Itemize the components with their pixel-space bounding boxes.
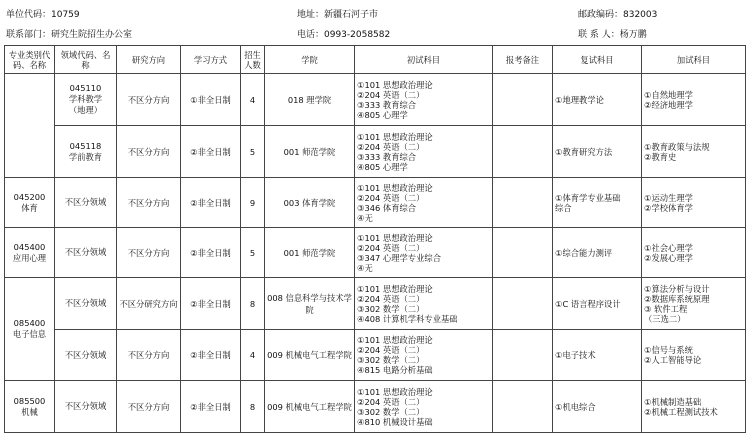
- category-text: 应用心理: [12, 252, 47, 263]
- study-mode-cell: ①非全日制: [181, 74, 241, 126]
- field-text: 045118: [69, 140, 102, 151]
- exam-subject: ①101 思想政治理论: [357, 182, 433, 193]
- college-cell: 003 体育学院: [265, 178, 355, 228]
- extra-subject: ①社会心理学: [644, 242, 693, 253]
- exam-subject: ③333 教育综合: [357, 151, 417, 162]
- retest-subjects-cell: [553, 330, 642, 381]
- extra-subject: ②人工智能导论: [644, 355, 702, 365]
- study-mode-cell: ②非全日制: [181, 126, 241, 178]
- contact-department: 联系部门：研究生院招生办公室: [6, 30, 133, 40]
- exam-subject: ③346 体育综合: [357, 202, 417, 213]
- study-mode-cell: ②非全日制: [181, 381, 241, 433]
- exam-subject: ③302 数学（二）: [357, 355, 425, 365]
- enrollment-count-cell: 4: [241, 74, 265, 126]
- field-cell: [55, 74, 117, 126]
- retest-subject: ①综合能力测评: [555, 247, 613, 258]
- category-cell: [5, 228, 55, 278]
- field-text: 不区分领域: [64, 247, 107, 257]
- extra-subjects-cell: [642, 126, 746, 178]
- exam-subject: ①101 思想政治理论: [357, 335, 433, 345]
- extra-subject: ②教育史: [644, 151, 677, 162]
- college-cell: 008 信息科学与技术学院: [265, 278, 355, 330]
- phone: 电话：0993-2058582: [297, 30, 391, 40]
- table-row: [5, 74, 746, 126]
- college-cell: 001 师范学院: [265, 126, 355, 178]
- exam-subject: ②204 英语（二）: [357, 345, 425, 355]
- col-header-extra: 加试科目: [642, 46, 746, 74]
- direction-cell: 不区分方向: [117, 74, 181, 126]
- exam-subject: ③302 数学（二）: [357, 303, 425, 314]
- field-cell: [55, 381, 117, 433]
- college-cell: 018 理学院: [265, 74, 355, 126]
- category-text: 体育: [21, 202, 38, 213]
- enrollment-count-cell: 8: [241, 278, 265, 330]
- retest-subjects-cell: [553, 228, 642, 278]
- extra-subjects-cell: [642, 278, 746, 330]
- col-header-field: 领域代码、名 称: [55, 46, 117, 74]
- exam-subject: ④815 电路分析基础: [357, 365, 433, 375]
- direction-cell: 不区分方向: [117, 330, 181, 381]
- category-cell: [5, 381, 55, 433]
- table-row: [5, 330, 746, 381]
- study-mode-cell: ②非全日制: [181, 228, 241, 278]
- field-text: 不区分领域: [64, 401, 107, 411]
- enrollment-count-cell: 9: [241, 178, 265, 228]
- study-mode-cell: ②非全日制: [181, 178, 241, 228]
- extra-subject: ①机械制造基础: [644, 396, 702, 407]
- extra-subject: ②经济地理学: [644, 99, 693, 110]
- extra-subjects-cell: [642, 330, 746, 381]
- extra-subject: ②机械工程测试技术: [644, 406, 718, 417]
- exam-subject: ①101 思想政治理论: [357, 79, 433, 90]
- retest-subjects-cell: [553, 381, 642, 433]
- extra-subjects-cell: [642, 381, 746, 433]
- field-text: 学科教学: [68, 94, 103, 104]
- exam-subject: ②204 英语（二）: [357, 242, 425, 253]
- exam-subjects-cell: [355, 330, 493, 381]
- admission-table: [4, 45, 746, 433]
- note-cell: [493, 228, 553, 278]
- enrollment-count-cell: 4: [241, 330, 265, 381]
- category-text: 085500: [13, 395, 46, 406]
- category-text: 045200: [13, 191, 46, 202]
- extra-subjects-cell: [642, 74, 746, 126]
- field-cell: [55, 278, 117, 330]
- exam-subject: ②204 英语（二）: [357, 293, 425, 304]
- exam-subject: ④810 机械设计基础: [357, 416, 433, 427]
- extra-subject: ③ 软件工程: [644, 303, 688, 314]
- extra-subject: ①教育政策与法规: [644, 141, 710, 152]
- retest-subject: ①机电综合: [555, 401, 596, 412]
- direction-cell: 不区分研究方向: [117, 278, 181, 330]
- extra-subject: ②数据库系统原理: [644, 293, 710, 304]
- contact-person: 联 系 人：杨万鹏: [578, 30, 647, 40]
- col-header-note: 报考备注: [493, 46, 553, 74]
- retest-subjects-cell: [553, 278, 642, 330]
- field-text: （地理）: [68, 105, 103, 115]
- retest-subject: ①电子技术: [555, 350, 596, 360]
- retest-subject: 综合: [555, 202, 572, 213]
- table-row: [5, 126, 746, 178]
- retest-subjects-cell: [553, 178, 642, 228]
- postcode: 邮政编码：832003: [578, 10, 658, 20]
- field-cell: [55, 178, 117, 228]
- field-text: 045110: [69, 83, 102, 93]
- retest-subject: ①教育研究方法: [555, 146, 613, 157]
- exam-subject: ①101 思想政治理论: [357, 131, 433, 142]
- field-text: 不区分领域: [64, 298, 107, 308]
- extra-subject: （三选二）: [644, 313, 686, 324]
- retest-subject: ①体育学专业基础: [555, 192, 621, 203]
- exam-subject: ②204 英语（二）: [357, 89, 425, 100]
- category-text: 045400: [13, 241, 46, 252]
- exam-subjects-cell: [355, 381, 493, 433]
- note-cell: [493, 126, 553, 178]
- col-header-direction: 研究方向: [117, 46, 181, 74]
- retest-subject: ①地理教学论: [555, 94, 604, 105]
- table-header-row: [5, 46, 746, 74]
- category-cell: [5, 278, 55, 381]
- note-cell: [493, 381, 553, 433]
- extra-subjects-cell: [642, 178, 746, 228]
- note-cell: [493, 330, 553, 381]
- col-header-college: 学院: [265, 46, 355, 74]
- field-cell: [55, 228, 117, 278]
- study-mode-cell: ②非全日制: [181, 330, 241, 381]
- retest-subjects-cell: [553, 126, 642, 178]
- col-header-category: 专业类别代码、名称: [5, 46, 55, 74]
- table-row: [5, 228, 746, 278]
- college-cell: 001 师范学院: [265, 228, 355, 278]
- exam-subject: ④408 计算机学科专业基础: [357, 313, 458, 324]
- address: 地址：新疆石河子市: [297, 10, 379, 20]
- table-row: [5, 381, 746, 433]
- category-text: 机械: [21, 406, 38, 417]
- unit-code: 单位代码：10759: [6, 10, 80, 20]
- field-text: 不区分领域: [64, 349, 107, 360]
- extra-subject: ②学校体育学: [644, 202, 693, 213]
- direction-cell: 不区分方向: [117, 228, 181, 278]
- exam-subject: ②204 英语（二）: [357, 141, 425, 152]
- exam-subject: ①101 思想政治理论: [357, 283, 433, 294]
- extra-subject: ①运动生理学: [644, 192, 693, 203]
- exam-subject: ④无: [357, 212, 373, 223]
- category-cell: [5, 74, 55, 178]
- exam-subject: ③302 数学（二）: [357, 406, 425, 417]
- field-cell: [55, 330, 117, 381]
- extra-subject: ①信号与系统: [644, 345, 693, 355]
- retest-subjects-cell: [553, 74, 642, 126]
- direction-cell: 不区分方向: [117, 381, 181, 433]
- exam-subjects-cell: [355, 228, 493, 278]
- extra-subjects-cell: [642, 228, 746, 278]
- table-row: [5, 278, 746, 330]
- exam-subjects-cell: [355, 126, 493, 178]
- college-cell: 009 机械电气工程学院: [265, 330, 355, 381]
- enrollment-count-cell: 5: [241, 228, 265, 278]
- exam-subjects-cell: [355, 74, 493, 126]
- direction-cell: 不区分方向: [117, 178, 181, 228]
- study-mode-cell: ②非全日制: [181, 278, 241, 330]
- enrollment-count-cell: 5: [241, 126, 265, 178]
- exam-subject: ④无: [357, 262, 373, 273]
- enrollment-count-cell: 8: [241, 381, 265, 433]
- retest-subject: ①C 语言程序设计: [555, 298, 621, 309]
- exam-subject: ③347 心理学专业综合: [357, 252, 441, 263]
- col-header-retest: 复试科目: [553, 46, 642, 74]
- note-cell: [493, 178, 553, 228]
- college-cell: 009 机械电气工程学院: [265, 381, 355, 433]
- exam-subject: ②204 英语（二）: [357, 192, 425, 203]
- note-cell: [493, 278, 553, 330]
- col-header-count: 招生人数: [241, 46, 265, 74]
- category-text: 电子信息: [12, 329, 47, 339]
- field-cell: [55, 126, 117, 178]
- col-header-mode: 学习方式: [181, 46, 241, 74]
- exam-subject: ④805 心理学: [357, 161, 408, 172]
- exam-subject: ④805 心理学: [357, 109, 408, 120]
- extra-subject: ①算法分析与设计: [644, 283, 710, 294]
- extra-subject: ①自然地理学: [644, 89, 693, 100]
- direction-cell: 不区分方向: [117, 126, 181, 178]
- col-header-exam: 初试科目: [355, 46, 493, 74]
- exam-subjects-cell: [355, 178, 493, 228]
- category-text: 085400: [13, 318, 46, 328]
- extra-subject: ②发展心理学: [644, 252, 693, 263]
- exam-subjects-cell: [355, 278, 493, 330]
- field-text: 学前教育: [68, 151, 103, 162]
- note-cell: [493, 74, 553, 126]
- exam-subject: ①101 思想政治理论: [357, 232, 433, 243]
- exam-subject: ②204 英语（二）: [357, 396, 425, 407]
- category-cell: [5, 178, 55, 228]
- exam-subject: ①101 思想政治理论: [357, 386, 433, 397]
- exam-subject: ③333 教育综合: [357, 99, 417, 110]
- table-row: [5, 178, 746, 228]
- field-text: 不区分领域: [64, 197, 107, 207]
